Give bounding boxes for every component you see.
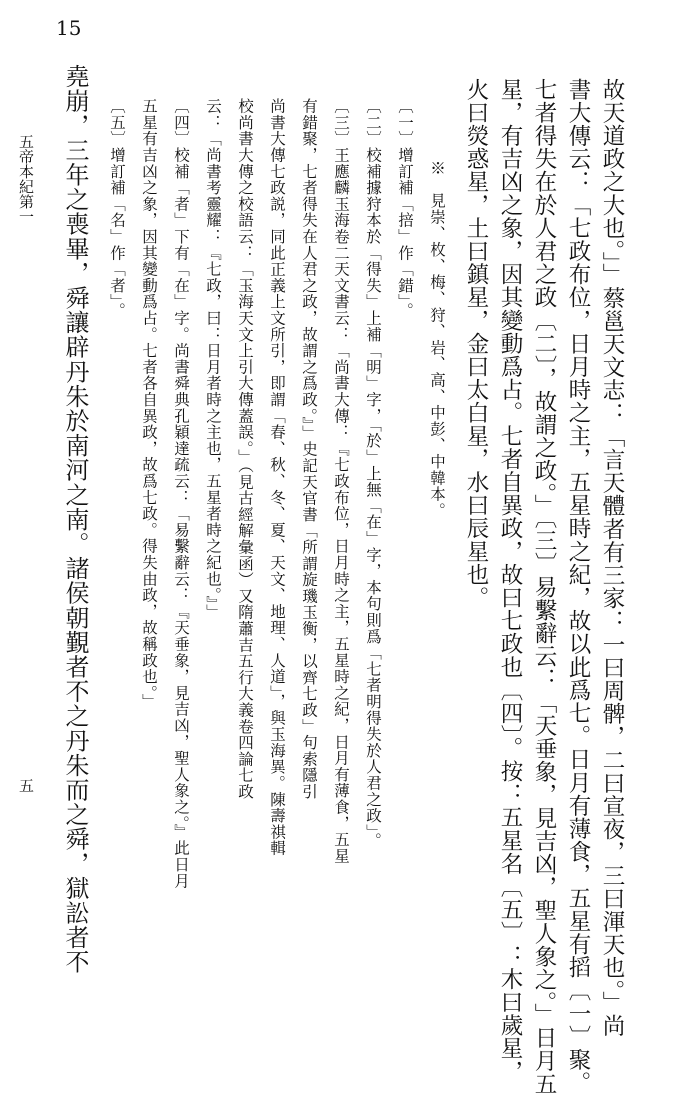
collation-note-3-cont-2: 尚書大傳七政説，同此正義上文所引，即謂「春、秋、冬、夏、天文、地理、人道」，與玉海異。陳壽祺輯: [268, 98, 286, 857]
main-text-column-3: 七者得失在於人君之政〔二〕，故謂之政。」〔三〕易繫辭云：「天垂象，見吉凶，聖人象之。」日月五: [531, 78, 557, 1096]
main-text-column-5: 火曰熒惑星，土曰鎮星，金曰太白星，水曰辰星也。: [463, 78, 489, 610]
collation-note-3-cont-4: 云：「尚書考靈耀：『七政，曰：日月者時之主也，五星者時之紀也。』」: [204, 98, 222, 621]
collation-note-marker: ※ 見崇、枚、梅、狩、岩、高、中彭、中韓本。: [428, 160, 446, 519]
collation-note-1: 〔一〕增訂補「掊」作「錯」。: [396, 98, 414, 319]
collation-note-4: 〔四〕校補「者」下有「在」字。尚書舜典孔穎達疏云：「易繫辭云：『天垂象，見吉凶，聖人象之。』此日月: [172, 98, 190, 889]
collation-note-3-cont-1: 有錯聚，七者得失在人君之政，故謂之爲政。』」史記天官書「所謂旋璣玉衡，以齊七政」句索隱引: [300, 98, 318, 800]
running-foot: 五: [17, 778, 35, 793]
main-text-column-1: 故天道政之大也。」」蔡邕天文志：「言天體者有三家：一曰周髀，二曰宣夜，三曰渾天也。」尚: [599, 78, 625, 1038]
running-head: 五帝本紀第一: [17, 134, 35, 224]
main-text-column-2: 書大傳云：「七政布位，日月時之主，五星時之紀，故以此爲七。日月有薄食，五星有搯〔一〕聚。: [565, 78, 591, 1095]
collation-note-2: 〔二〕校補據狩本於「得失」上補「明」字，「於」上無「在」字，本句則爲「七者明得失於人君之政」。: [364, 98, 382, 849]
collation-note-3-cont-3: 校尚書大傳之校語云：「玉海天文上引大傳蓋誤。」（見古經解彙函）又隋蕭吉五行大義卷四論七政: [236, 98, 254, 800]
main-narrative-column: 堯崩，三年之喪畢，舜讓辟丹朱於南河之南。諸侯朝覲者不之丹朱而之舜，獄訟者不: [61, 64, 89, 975]
main-text-column-4: 星，有吉凶之象，因其變動爲占。七者自異政，故曰七政也〔四〕。按：五星名〔五〕：木曰歲星，: [497, 78, 523, 1084]
collation-note-4-cont: 五星有吉凶之象，因其變動爲占。七者各自異政，故爲七政。得失由政，故稱政也。」: [140, 98, 158, 710]
collation-note-5: 〔五〕增訂補「名」作「者」。: [108, 98, 126, 319]
page-number: 15: [56, 16, 82, 40]
collation-note-3: 〔三〕王應麟玉海卷二天文書云：「尚書大傳：『七政布位，日月時之主，五星時之紀，日月有薄食，五星: [332, 98, 350, 865]
